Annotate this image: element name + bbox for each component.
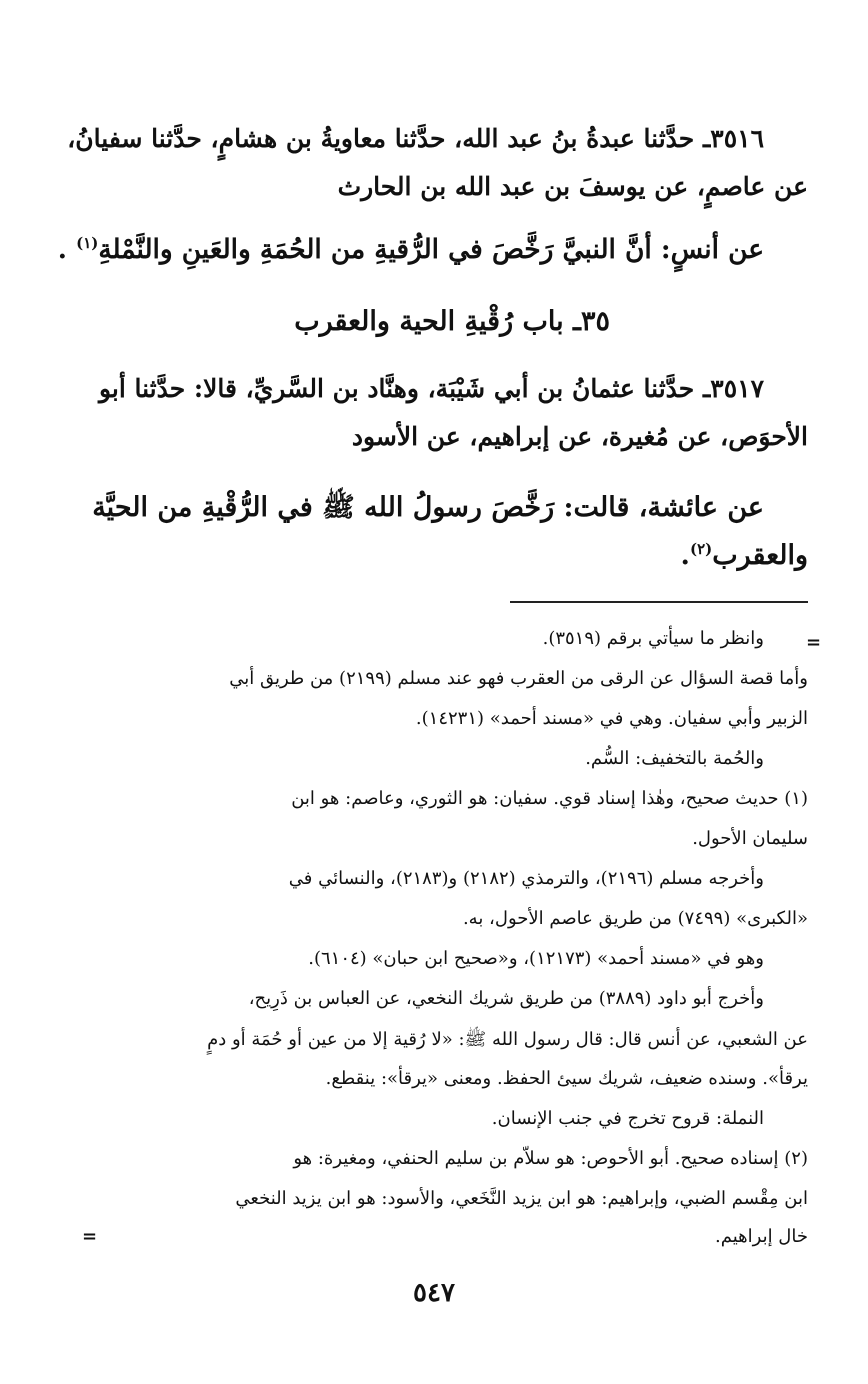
hadith-3517-matn-line-1: عن عائشة، قالت: رَخَّصَ رسولُ الله ﷺ في الرُّقْيةِ من الحيَّة <box>92 492 764 523</box>
footnote-line: الزبير وأبي سفيان. وهي في «مسند أحمد» (١٤٢٣١). <box>415 708 808 729</box>
footnote-line: «الكبرى» (٧٤٩٩) من طريق عاصم الأحول، به. <box>462 908 808 929</box>
footnote-line: وهو في «مسند أحمد» (١٢١٧٣)، و«صحيح ابن حبان» (٦١٠٤). <box>308 948 764 969</box>
footnote-line: سليمان الأحول. <box>692 828 808 849</box>
hadith-3517-isnad-line-1: ٣٥١٧ـ حدَّثنا عثمانُ بن أبي شَيْبَة، وهنَّاد بن السَّريِّ، قالا: حدَّثنا أبو <box>98 374 764 403</box>
footnote-continuation-marker: = <box>806 632 822 653</box>
page-number: ٥٤٧ <box>413 1278 455 1308</box>
hadith-3516-matn-text: عن أنسٍ: أنَّ النبيَّ رَخَّصَ في الرُّقيةِ من الحُمَةِ والعَينِ والنَّمْلةِ <box>98 234 764 265</box>
hadith-3516-end: . <box>57 234 77 265</box>
hadith-3517-end: . <box>680 540 690 571</box>
hadith-3517-matn-text: والعقرب <box>712 540 808 571</box>
hadith-3516-isnad-line-1: ٣٥١٦ـ حدَّثنا عبدةُ بنُ عبد الله، حدَّثنا معاويةُ بن هشامٍ، حدَّثنا سفيانُ، <box>67 124 764 153</box>
footnote-2-start: (٢) إسناده صحيح. أبو الأحوص: هو سلاّم بن سليم الحنفي، ومغيرة: هو <box>293 1148 808 1169</box>
footnote-line: يرقأ». وسنده ضعيف، شريك سيئ الحفظ. ومعنى «يرقأ»: ينقطع. <box>325 1068 808 1089</box>
footnote-separator <box>510 601 808 603</box>
footnote-line: وانظر ما سيأتي برقم (٣٥١٩). <box>542 628 764 649</box>
footnote-end-marker: = <box>82 1226 98 1247</box>
footnote-line: وأخرج أبو داود (٣٨٨٩) من طريق شريك النخعي، عن العباس بن ذَرِيح، <box>248 988 764 1009</box>
hadith-3516-matn <box>58 234 764 265</box>
footnote-ref-1: (١) <box>76 234 99 253</box>
footnote-line: عن الشعبي، عن أنس قال: قال رسول الله ﷺ: «لا رُقية إلا من عين أو حُمَة أو دمٍ <box>207 1029 808 1050</box>
footnote-1-start: (١) حديث صحيح، وهٰذا إسناد قوي. سفيان: هو الثوري، وعاصم: هو ابن <box>291 788 808 809</box>
hadith-3517-isnad-line-2: الأحوَص، عن مُغيرة، عن إبراهيم، عن الأسود <box>351 422 808 451</box>
footnote-line: وأخرجه مسلم (٢١٩٦)، والترمذي (٢١٨٢) و(٢١٨٣)، والنسائي في <box>288 868 764 889</box>
footnote-line: ابن مِقْسم الضبي، وإبراهيم: هو ابن يزيد النَّخَعي، والأسود: هو ابن يزيد النخعي <box>235 1188 808 1209</box>
footnote-ref-2: (٢) <box>689 540 713 558</box>
footnote-line: النملة: قروح تخرج في جنب الإنسان. <box>491 1108 764 1129</box>
footnote-line: وأما قصة السؤال عن الرقى من العقرب فهو عند مسلم (٢١٩٩) من طريق أبي <box>229 668 808 689</box>
hadith-3516-isnad-line-2: عن عاصمٍ، عن يوسفَ بن عبد الله بن الحارث <box>337 172 808 201</box>
footnote-line: خال إبراهيم. <box>715 1226 808 1247</box>
footnote-line: والحُمة بالتخفيف: السُّم. <box>585 748 764 769</box>
hadith-3517-matn-line-2 <box>681 540 808 571</box>
chapter-heading: ٣٥ـ باب رُقْيةِ الحية والعقرب <box>294 306 610 337</box>
